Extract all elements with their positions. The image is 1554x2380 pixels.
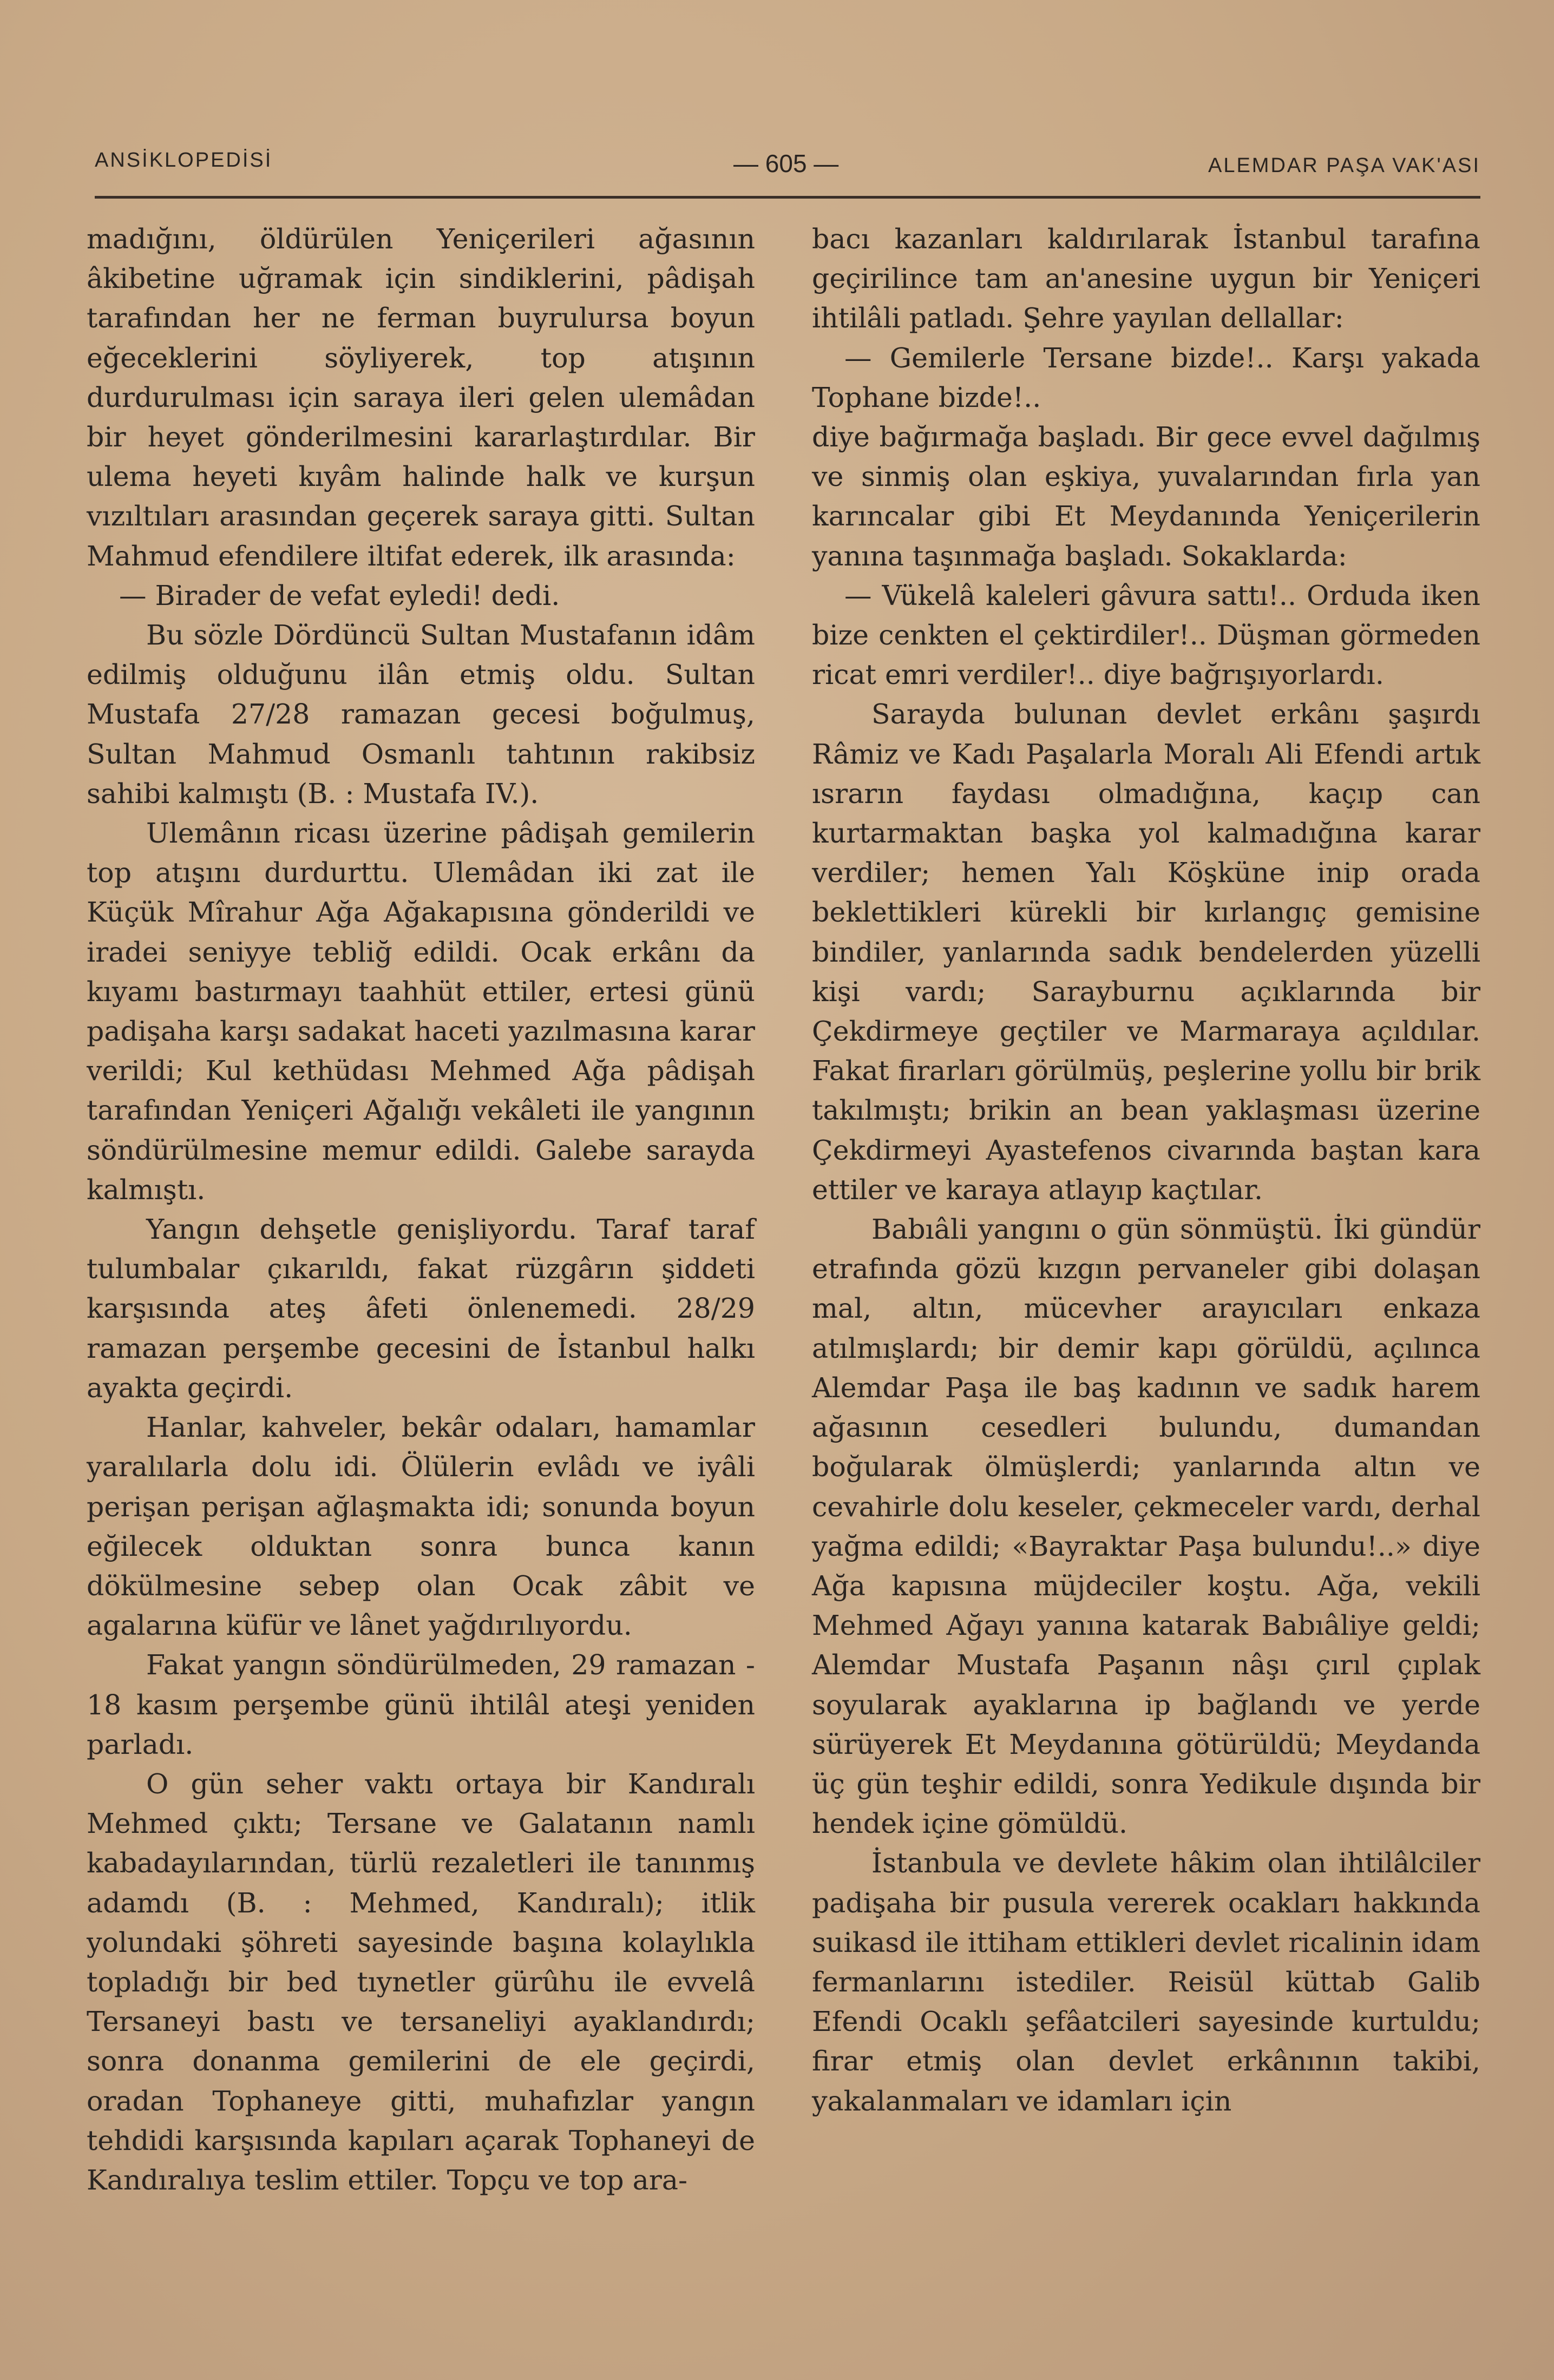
left-column [87,219,755,2200]
paragraph: İstanbula ve devlete hâkim olan ihtilâlciler padişaha bir pusula vererek ocakları hakkında suikasd ile ittiham ettikleri devlet ricalinin idam fermanlarını istediler. Reisül küttab Galib Efendi Ocaklı şefâatcileri sayesinde kurtuldu; firar etmiş olan devlet erkânının takibi, yakalanmaları ve idamları için [812,1847,1480,2117]
paragraph: Sarayda bulunan devlet erkânı şaşırdı Râmiz ve Kadı Paşalarla Moralı Ali Efendi artık ısrarın faydası olmadığına, kaçıp can kurtarmaktan başka yol kalmadığına karar verdiler; hemen Yalı Köşküne inip orada beklettikleri kürekli bir kırlangıç gemisine bindiler, yanlarında sadık bendelerden yüzelli kişi vardı; Sarayburnu açıklarında bir Çekdirmeye geçtiler ve Marmaraya açıldılar. Fakat firarları görülmüş, peşlerine yollu bir brik takılmıştı; brikin an bean yaklaşması üzerine Çekdirmeyi Ayastefenos civarında baştan kara ettiler ve karaya atlayıp kaçtılar. [812,698,1480,1206]
paragraph: Yangın dehşetle genişliyordu. Taraf taraf tulumbalar çıkarıldı, fakat rüzgârın şiddeti karşısında ateş âfeti önlenemedi. 28/29 ramazan perşembe gecesini de İstanbul halkı ayakta geçirdi. [87,1213,755,1404]
header-rule [95,196,1480,199]
paragraph: — Vükelâ kaleleri gâvura sattı!.. Orduda iken bize cenkten el çektirdiler!.. Düşman görmeden ricat emri verdiler!.. diye bağrışıyorlardı. [812,579,1480,691]
paragraph: — Gemilerle Tersane bizde!.. Karşı yakada Tophane bizde!.. [812,341,1480,413]
right-column [812,219,1480,2121]
paragraph: O gün seher vaktı ortaya bir Kandıralı Mehmed çıktı; Tersane ve Galatanın namlı kabadayılarından, türlü rezaletleri ile tanınmış adamdı (B. : Mehmed, Kandıralı); itlik yolundaki şöhreti sayesinde başına kolaylıkla topladığı bir bed tıynetler gürûhu ile evvelâ Tersaneyi bastı ve tersaneliyi ayaklandırdı; sonra donanma gemilerini de ele geçirdi, oradan Tophaneye gitti, muhafızlar yangın tehdidi karşısında kapıları açarak Tophaneyi de Kandıralıya teslim ettiler. Topçu ve top ara- [87,1767,755,2196]
paragraph: Ulemânın ricası üzerine pâdişah gemilerin top atışını durdurttu. Ulemâdan iki zat ile Küçük Mîrahur Ağa Ağakapısına gönderildi ve iradei seniyye tebliğ edildi. Ocak erkânı da kıyamı bastırmayı taahhüt ettiler, ertesi günü padişaha karşı sadakat haceti yazılmasına karar verildi; Kul kethüdası Mehmed Ağa pâdişah tarafından Yeniçeri Ağalığı vekâleti ile yangının söndürülmesine memur edildi. Galebe sarayda kalmıştı. [87,817,755,1206]
paragraph: bacı kazanları kaldırılarak İstanbul tarafına geçirilince tam an'anesine uygun bir Yeniçeri ihtilâli patladı. Şehre yayılan dellallar: [812,223,1480,334]
page-number: — 605 — [733,149,839,177]
paragraph: Babıâli yangını o gün sönmüştü. İki gündür etrafında gözü kızgın pervaneler gibi dolaşan mal, altın, mücevher arayıcıları enkaza atılmışlardı; bir demir kapı görüldü, açılınca Alemdar Paşa ile baş kadının ve sadık harem ağasının cesedleri bulundu, dumandan boğularak ölmüşlerdi; yanlarında altın ve cevahirle dolu keseler, çekmeceler vardı, derhal yağma edildi; «Bayraktar Paşa bulundu!..» diye Ağa kapısına müjdeciler koştu. Ağa, vekili Mehmed Ağayı yanına katarak Babıâliye geldi; Alemdar Mustafa Paşanın nâşı çırıl çıplak soyularak ayaklarına ip bağlandı ve yerde sürüyerek Et Meydanına götürüldü; Meydanda üç gün teşhir edildi, sonra Yedikule dışında bir hendek içine gömüldü. [812,1213,1480,1840]
paragraph: madığını, öldürülen Yeniçerileri ağasının âkibetine uğramak için sindiklerini, pâdişah tarafından her ne ferman buyrulursa boyun eğeceklerini söyliyerek, top atışının durdurulması için saraya ileri gelen ulemâdan bir heyet gönderilmesini kararlaştırdılar. Bir ulema heyeti kıyâm halinde halk ve kurşun vızıltıları arasından geçerek saraya gitti. Sultan Mahmud efendilere iltifat ederek, ilk arasında: [87,223,755,572]
paragraph: Fakat yangın söndürülmeden, 29 ramazan - 18 kasım perşembe günü ihtilâl ateşi yeniden parladı. [87,1649,755,1760]
running-head-left: ANSİKLOPEDİSİ [95,149,273,172]
paragraph: — Birader de vefat eyledi! dedi. [119,579,560,612]
page-header [95,149,1480,198]
paragraph: Bu sözle Dördüncü Sultan Mustafanın idâm edilmiş olduğunu ilân etmiş oldu. Sultan Mustafa 27/28 ramazan gecesi boğulmuş, Sultan Mahmud Osmanlı tahtının rakibsiz sahibi kalmıştı (B. : Mustafa IV.). [87,619,755,810]
running-head-right: ALEMDAR PAŞA VAK'ASI [1208,154,1480,177]
paragraph: Hanlar, kahveler, bekâr odaları, hamamlar yaralılarla dolu idi. Ölülerin evlâdı ve iyâli perişan perişan ağlaşmakta idi; sonunda boyun eğilecek olduktan sonra bunca kanın dökülmesine sebep olan Ocak zâbit ve agalarına küfür ve lânet yağdırılıyordu. [87,1411,755,1642]
paragraph: diye bağırmağa başladı. Bir gece evvel dağılmış ve sinmiş olan eşkiya, yuvalarından fırla yan karıncalar gibi Et Meydanında Yeniçerilerin yanına taşınmağa başladı. Sokaklarda: [812,421,1480,572]
